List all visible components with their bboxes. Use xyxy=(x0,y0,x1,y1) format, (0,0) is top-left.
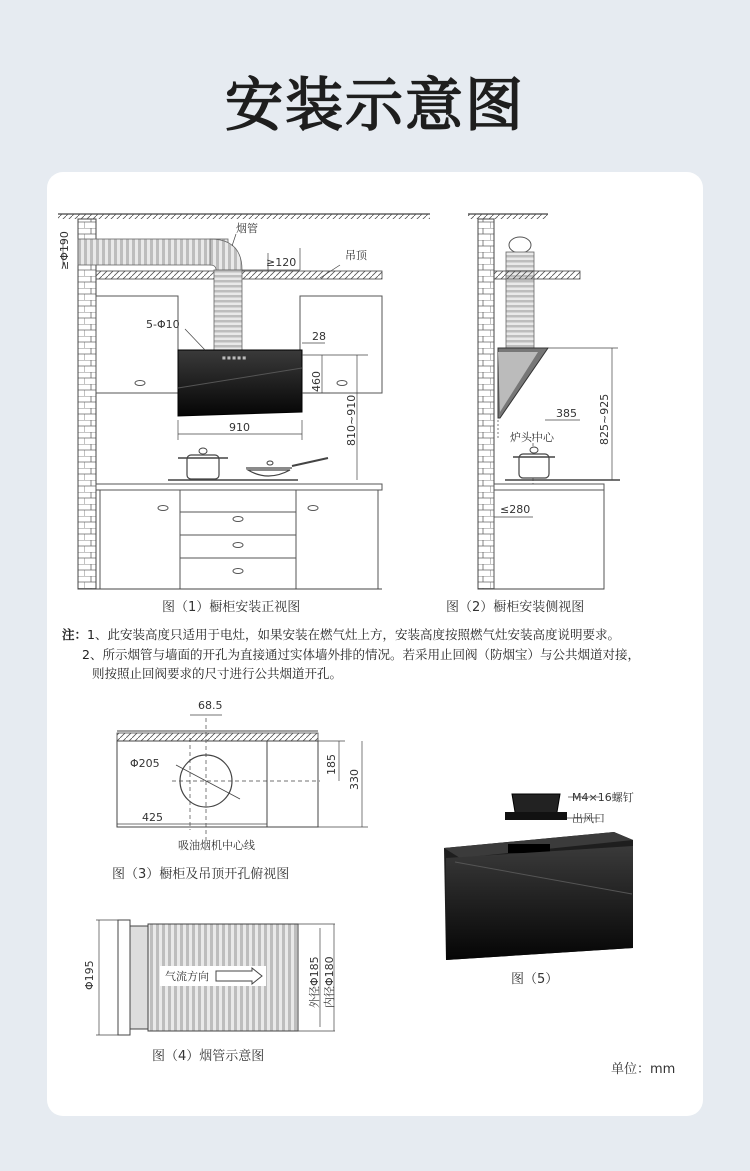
note-text-2: 2、所示烟管与墙面的开孔为直接通过实体墙外排的情况。若采用止回阀（防烟宝）与公共烟道对接， xyxy=(82,647,640,662)
label-outer-diameter: 外径Φ185 xyxy=(308,956,321,1008)
label-ceiling: 吊顶 xyxy=(345,249,367,262)
label-centerline: 吸油烟机中心线 xyxy=(178,839,255,852)
fig5-caption: 图（5） xyxy=(511,972,559,987)
dim-phi195: Φ195 xyxy=(83,960,96,990)
note-line-2 xyxy=(82,645,640,664)
dim-385: 385 xyxy=(556,407,577,420)
dim-185: 185 xyxy=(325,754,338,775)
dim-910: 910 xyxy=(229,421,250,434)
note-line-3 xyxy=(92,664,342,683)
dim-68-5: 68.5 xyxy=(198,699,223,712)
svg-text:■ ■ ■ ■ ■: ■ ■ ■ ■ ■ xyxy=(222,355,246,360)
note-text-1: 1、此安装高度只适用于电灶，如果安装在燃气灶上方，安装高度按照燃气灶安装高度说明要求。 xyxy=(87,627,620,642)
dim-280: ≤280 xyxy=(500,503,531,516)
note-text-3: 则按照止回阀要求的尺寸进行公共烟道开孔。 xyxy=(92,666,343,681)
dim-330: 330 xyxy=(348,769,361,790)
dim-28: 28 xyxy=(312,330,326,343)
dim-phi205: Φ205 xyxy=(130,757,160,770)
label-screw: M4×16螺钉 xyxy=(572,791,634,804)
dim-phi190: ≥Φ190 xyxy=(58,231,71,270)
dim-425: 425 xyxy=(142,811,163,824)
fig2-caption: 图（2）橱柜安装侧视图 xyxy=(446,600,585,615)
note-prefix: 注： xyxy=(62,627,88,642)
label-duct: 烟管 xyxy=(236,222,258,235)
dim-120: ≥120 xyxy=(266,256,297,269)
dim-holes: 5-Φ10 xyxy=(146,318,180,331)
dim-810-910: 810~910 xyxy=(345,394,358,446)
label-flow-direction: 气流方向 xyxy=(165,970,209,983)
dim-460: 460 xyxy=(310,371,323,392)
label-outlet: 出风口 xyxy=(572,812,605,825)
page-title: 安装示意图 xyxy=(224,71,525,139)
dim-825-925: 825~925 xyxy=(598,393,611,445)
note-line-1 xyxy=(62,625,620,644)
fig4-caption: 图（4）烟管示意图 xyxy=(152,1049,265,1064)
label-inner-diameter: 内径Φ180 xyxy=(323,956,336,1008)
label-burner-center: 炉头中心 xyxy=(510,431,554,444)
fig1-caption: 图（1）橱柜安装正视图 xyxy=(162,600,301,615)
fig3-caption: 图（3）橱柜及吊顶开孔俯视图 xyxy=(112,867,290,882)
unit-label: 单位：mm xyxy=(611,1062,676,1077)
